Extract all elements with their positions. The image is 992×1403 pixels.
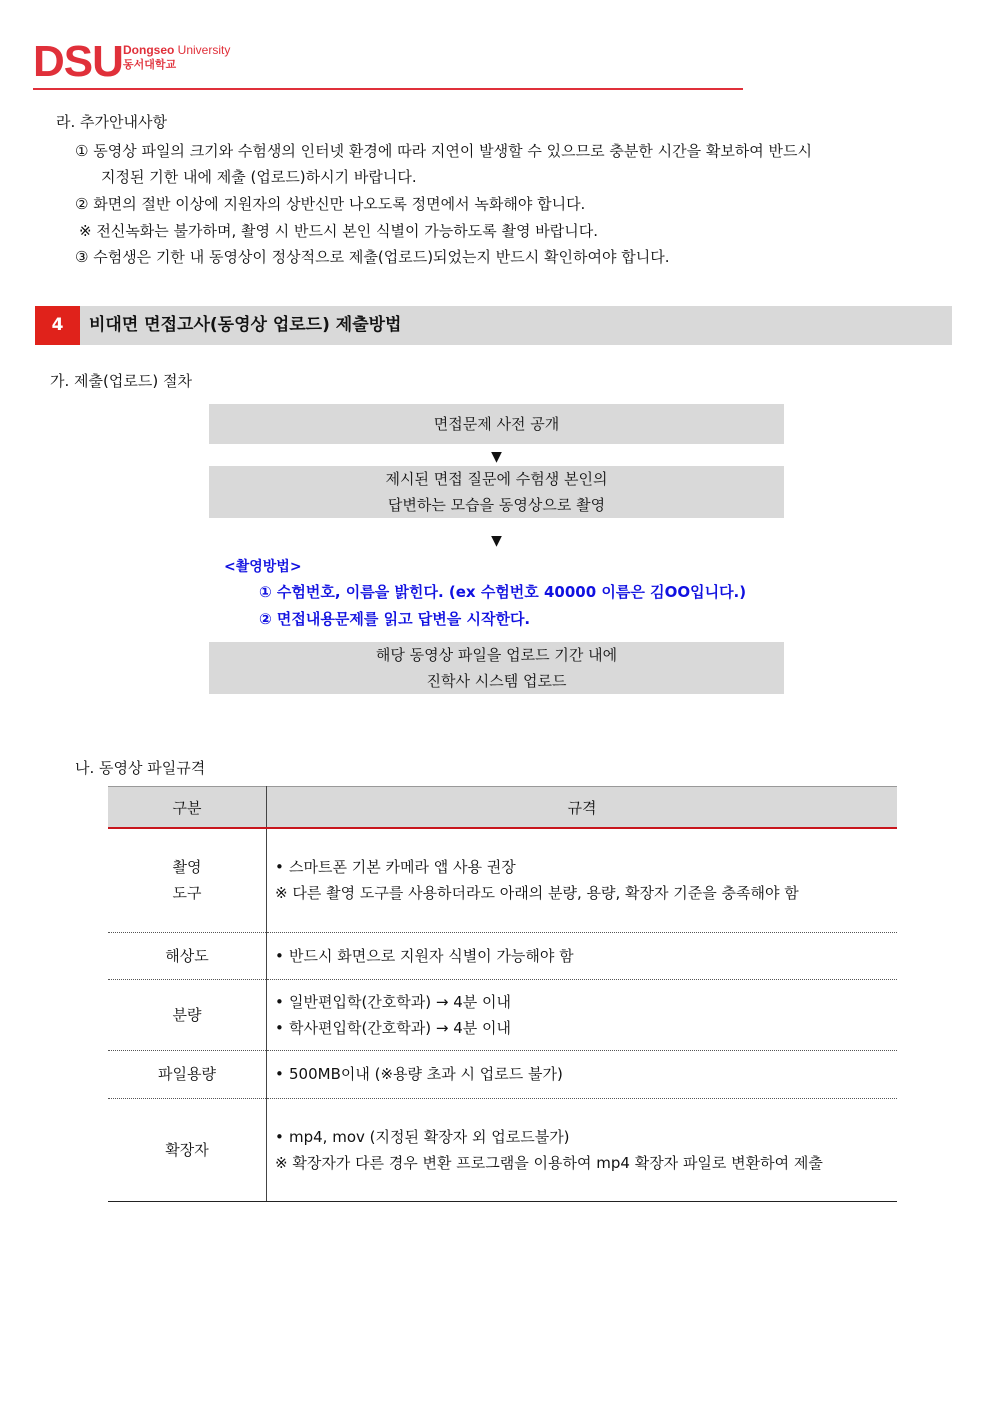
row-value-line: 스마트폰 기본 카메라 앱 사용 권장 <box>289 858 516 877</box>
row-value-line: 500MB이내 (※용량 초과 시 업로드 불가) <box>289 1065 563 1083</box>
notice-line: ② 화면의 절반 이상에 지원자의 상반신만 나오도록 정면에서 녹화해야 합니다. <box>75 195 586 213</box>
flow-step-text: 면접문제 사전 공개 <box>433 415 560 433</box>
row-value <box>267 979 898 1050</box>
bullet-icon: • <box>275 992 284 1011</box>
row-value-line: 일반편입학(간호학과) → 4분 이내 <box>289 992 512 1011</box>
logo-mark: DSU <box>33 37 123 86</box>
flow-step-1 <box>209 404 784 444</box>
flow-step-2 <box>209 466 784 518</box>
row-value-note: ※ 확장자가 다른 경우 변환 프로그램을 이용하여 mp4 확장자 파일로 변환하여 제출 <box>275 1153 823 1172</box>
row-value <box>267 932 898 979</box>
flow-step-text: 진학사 시스템 업로드 <box>426 672 567 690</box>
table-row <box>108 1050 897 1098</box>
column-header: 구분 <box>108 787 267 829</box>
down-arrow-icon: ▼ <box>491 533 502 549</box>
spec-heading: 나. 동영상 파일규격 <box>75 759 206 777</box>
method-item: ① 수험번호, 이름을 밝힌다. (ex 수험번호 40000 이름은 김OO입니다.) <box>259 583 747 601</box>
table-header-row <box>108 787 897 829</box>
logo-korean-name: 동서대학교 <box>123 58 177 71</box>
row-label-line: 촬영 <box>172 858 202 877</box>
notice-line: 지정된 기한 내에 제출 (업로드)하시기 바랍니다. <box>101 168 417 186</box>
row-label-line: 도구 <box>172 884 202 903</box>
section-number-badge: 4 <box>35 306 80 345</box>
bullet-icon: • <box>275 1127 284 1146</box>
bullet-icon: • <box>275 1065 284 1083</box>
table-row <box>108 979 897 1050</box>
bullet-icon: • <box>275 946 284 965</box>
logo-en-rest: University <box>174 43 231 57</box>
notice-line: ① 동영상 파일의 크기와 수험생의 인터넷 환경에 따라 지연이 발생할 수 있으므로 충분한 시간을 확보하여 반드시 <box>75 142 813 160</box>
file-spec-table <box>108 786 897 1202</box>
row-label: 해상도 <box>108 932 267 979</box>
row-value-line: mp4, mov (지정된 확장자 외 업로드불가) <box>289 1127 570 1146</box>
row-label: 분량 <box>108 979 267 1050</box>
row-value <box>267 1050 898 1098</box>
logo-en-bold: Dongseo <box>123 43 175 57</box>
flow-step-text: 답변하는 모습을 동영상으로 촬영 <box>387 496 606 514</box>
flow-step-text: 제시된 면접 질문에 수험생 본인의 <box>385 470 608 488</box>
row-label <box>108 828 267 932</box>
row-value-line: 학사편입학(간호학과) → 4분 이내 <box>289 1018 512 1037</box>
logo-english-name <box>123 43 230 57</box>
bullet-icon: • <box>275 1018 284 1037</box>
table-row <box>108 932 897 979</box>
flow-step-3 <box>209 642 784 694</box>
table-row <box>108 828 897 932</box>
section-ra-title: 라. 추가안내사항 <box>56 113 167 131</box>
down-arrow-icon: ▼ <box>491 449 502 465</box>
notice-line: ※ 전신녹화는 불가하며, 촬영 시 반드시 본인 식별이 가능하도록 촬영 바랍니다. <box>79 222 598 240</box>
column-header: 규격 <box>267 787 898 829</box>
method-item: ② 면접내용문제를 읽고 답변을 시작한다. <box>259 610 531 628</box>
section-title: 비대면 면접고사(동영상 업로드) 제출방법 <box>89 315 402 335</box>
row-label: 확장자 <box>108 1098 267 1201</box>
row-value <box>267 1098 898 1201</box>
table-row <box>108 1098 897 1201</box>
bullet-icon: • <box>275 858 284 877</box>
flow-step-text: 해당 동영상 파일을 업로드 기간 내에 <box>375 646 618 664</box>
row-value <box>267 828 898 932</box>
header-divider <box>33 88 743 90</box>
notice-line: ③ 수험생은 기한 내 동영상이 정상적으로 제출(업로드)되었는지 반드시 확인하여야 합니다. <box>75 248 670 266</box>
procedure-heading: 가. 제출(업로드) 절차 <box>50 372 192 390</box>
method-label: <촬영방법> <box>224 559 302 575</box>
row-label: 파일용량 <box>108 1050 267 1098</box>
row-value-note: ※ 다른 촬영 도구를 사용하더라도 아래의 분량, 용량, 확장자 기준을 충족해야 함 <box>275 884 799 903</box>
row-value-line: 반드시 화면으로 지원자 식별이 가능해야 함 <box>289 946 574 965</box>
